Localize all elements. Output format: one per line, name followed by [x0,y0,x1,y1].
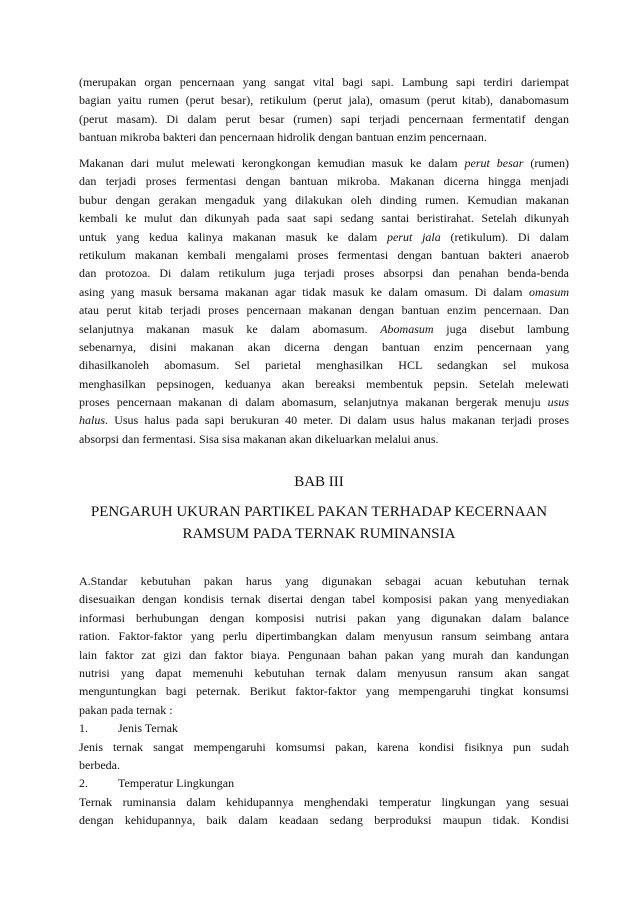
list-number: 2. [79,776,88,791]
text-line [79,411,569,429]
text-line: bagian yaitu rumen (perut besar), retikulum (perut jala), omasum (perut kitab), danabomasum [79,93,569,108]
text-line: A.Standar kebutuhan pakan harus yang digunakan sebagai acuan kebutuhan ternak [79,574,569,588]
text-line [79,228,569,246]
text-line: disesuaikan dengan kondisis ternak disertai dengan tabel komposisi pakan yang menyediakan [79,592,569,607]
text-line: lain faktor zat gizi dan faktor biaya. Pengunaan bahan pakan yang murah dan kandungan [79,647,569,662]
paragraph-digestion-process [79,154,569,448]
text-line [79,393,569,411]
text-segment: (rumen) [523,156,570,170]
chapter-title-line: RAMSUM PADA TERNAK RUMINANSIA [182,526,456,542]
text-line: dengan kehidupannya, baik dalam keadaan sedang berproduksi maupun tidak. Kondisi [79,813,569,828]
list-number: 1. [79,721,88,736]
text-line [79,283,569,301]
list-item-heading [79,719,569,737]
italic-term: perut jala [386,229,441,244]
italic-term: Abomasum [380,321,434,336]
text-line: retikulum makanan kembali mengalami proses fermentasi dengan bantuan bakteri anaerob [79,247,569,262]
list-title: Temperatur Lingkungan [118,776,235,791]
text-line: absorpsi dan fermentasi. Sisa sisa makanan akan dikeluarkan melalui anus. [79,431,439,446]
text-segment: proses pencernaan makanan di dalam abomasum, selanjutnya makanan bergerak menuju [79,395,548,410]
italic-term: perut besar [464,156,524,170]
text-line: dihasilkanoleh abomasum. Sel parietal menghasilkan HCL sedangkan sel mukosa [79,358,569,373]
text-line: informasi berhubungan dengan komposisi nutrisi pakan yang digunakan dalam balance [79,610,569,625]
paragraph-feed-standard [79,572,569,829]
text-segment: (retikulum). Di dalam [440,229,569,244]
text-line: kembali ke mulut dan dikunyah pada saat sapi sedang santai beristirahat. Setelah dikunyah [79,211,569,226]
text-line [79,320,569,338]
text-line: pakan pada ternak : [79,702,173,717]
paragraph-stomach-parts [79,73,569,147]
text-line: berbeda. [79,757,120,772]
text-line: sebenarnya, disini makanan akan dicerna dengan bantuan enzim pencernaan yang [79,339,569,354]
chapter-number: BAB III [294,474,344,490]
text-line: menghasilkan pepsinogen, keduanya akan bereaksi membentuk pepsin. Setelah melewati [79,376,569,391]
text-line: (merupakan organ pencernaan yang sangat vital bagi sapi. Lambung sapi terdiri dariempat [79,75,569,89]
text-line: bantuan mikroba bakteri dan pencernaan hidrolik dengan bantuan enzim pencernaan. [79,130,487,145]
text-line: (perut masam). Di dalam perut besar (rumen) sapi terjadi pencernaan fermentatif dengan [79,111,569,126]
text-segment: . Usus halus pada sapi berukuran 40 meter. Di dalam usus halus makanan terjadi proses [105,413,569,428]
text-line: dan terjadi proses fermentasi dengan bantuan mikroba. Makanan dicerna hingga menjadi [79,174,569,189]
text-segment: selanjutnya makanan masuk ke dalam abomasum. [79,321,381,336]
text-line: Ternak ruminansia dalam kehidupannya menghendaki temperatur lingkungan yang sesuai [79,794,569,809]
italic-term: omasum [528,284,569,299]
list-item-heading [79,774,569,792]
text-line: Jenis ternak sangat mempengaruhi komsumsi pakan, karena kondisi fisiknya pun sudah [79,739,569,754]
italic-term: halus [79,413,106,428]
text-line: atau perut kitab terjadi proses pencernaan makanan dengan bantuan enzim pencernaan. Dan [79,303,569,318]
text-line: menguntungkan bagi peternak. Berikut faktor-faktor yang mempengaruhi tingkat konsumsi [79,684,569,699]
text-line [79,154,569,172]
text-line: dan protozoa. Di dalam retikulum juga terjadi proses absorpsi dan penahan benda-benda [79,266,569,281]
text-segment: asing yang masuk bersama makanan agar tidak masuk ke dalam omasum. Di dalam [79,284,529,299]
text-segment: untuk yang kedua kalinya makanan masuk ke dalam [79,229,387,244]
chapter-title-line: PENGARUH UKURAN PARTIKEL PAKAN TERHADAP KECERNAAN [90,504,548,520]
text-segment: juga disebut lambung [433,321,569,336]
chapter-title [60,501,578,545]
italic-term: usus [547,395,569,410]
text-line: nutrisi yang dapat memenuhi kebutuhan ternak dalam menyusun ransum akan sangat [79,665,569,680]
text-line: ration. Faktor-faktor yang perlu dipertimbangkan dalam menyusun ransum seimbang antara [79,629,569,644]
list-title: Jenis Ternak [118,721,178,736]
text-line: bubur dengan gerakan mengaduk yang dilakukan oleh dinding rumen. Kemudian makanan [79,192,569,207]
text-segment: Makanan dari mulut melewati kerongkongan kemudian masuk ke dalam [79,156,465,170]
